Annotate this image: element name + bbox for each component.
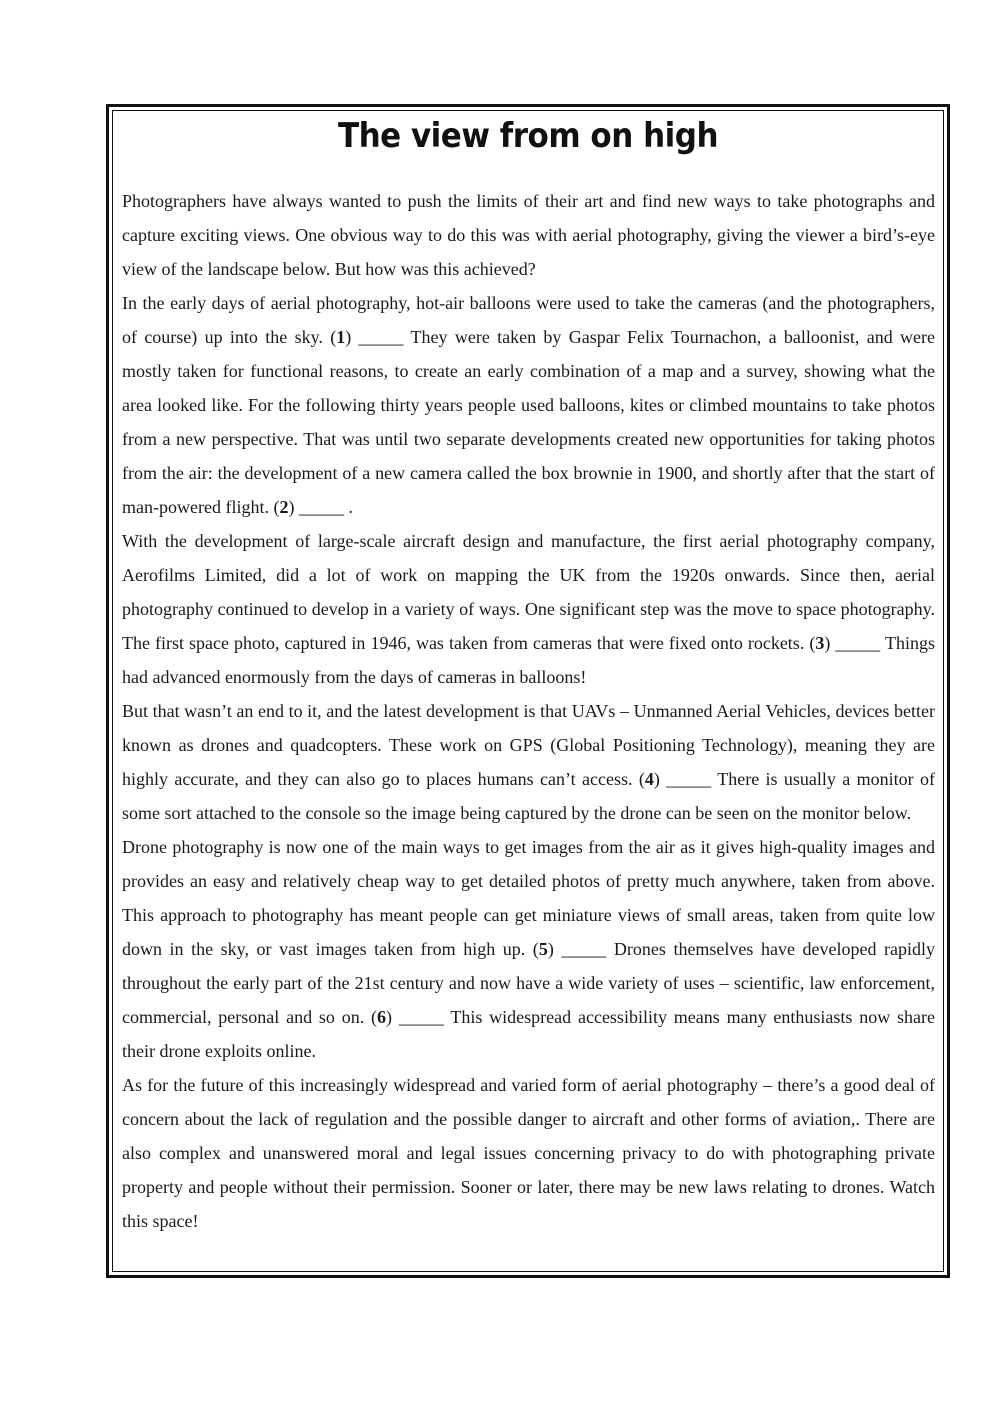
gap-number-3: 3 (815, 633, 825, 653)
paragraph-text: ) _____ . (288, 497, 353, 517)
paragraph-drones (122, 830, 935, 1068)
paragraph-text: With the development of large-scale aircraft design and manufacture, the first aerial photography company, Aerofilms Limited, did a lot of work on mapping the UK from the 1920s onwards. Since then, aerial photography continued to develop in a variety of ways. One significant step was the move to space photography. The first space photo, captured in 1946, was taken from cameras that were fixed onto rockets. ( (122, 531, 935, 653)
paragraph-text: ) _____ Things had advanced enormously from the days of cameras in balloons! (122, 633, 935, 687)
gap-number-1: 1 (336, 327, 346, 347)
document-inner-border (112, 110, 944, 1272)
article-body (122, 184, 935, 1238)
paragraph-intro: Photographers have always wanted to push the limits of their art and find new ways to take photographs and capture exciting views. One obvious way to do this was with aerial photography, giving the viewer a bird’s-eye view of the landscape below. But how was this achieved? (122, 191, 935, 279)
paragraph-balloons (122, 286, 935, 524)
paragraph-uavs (122, 694, 935, 830)
paragraph-text: ) _____ There is usually a monitor of some sort attached to the console so the image being captured by the drone can be seen on the monitor below. (122, 769, 935, 823)
paragraph-text: In the early days of aerial photography, hot-air balloons were used to take the cameras (and the photographers, of course) up into the sky. ( (122, 293, 935, 347)
paragraph-future: As for the future of this increasingly widespread and varied form of aerial photography – there’s a good deal of concern about the lack of regulation and the possible danger to aircraft and other forms of aviation,. There are also complex and unanswered moral and legal issues concerning privacy to do with photographing private property and people without their permission. Sooner or later, there may be new laws relating to drones. Watch this space! (122, 1075, 935, 1231)
gap-number-2: 2 (279, 497, 289, 517)
paragraph-text: ) _____ This widespread accessibility means many enthusiasts now share their drone exploits online. (122, 1007, 936, 1061)
gap-number-4: 4 (644, 769, 654, 789)
gap-number-6: 6 (377, 1007, 387, 1027)
document-title: The view from on high (337, 117, 719, 156)
paragraph-text: Drone photography is now one of the main ways to get images from the air as it gives high-quality images and provides an easy and relatively cheap way to get detailed photos of pretty much anywhere, taken from above. This approach to photography has meant people can get miniature views of small areas, taken from quite low down in the sky, or vast images taken from high up. ( (122, 837, 935, 959)
document-frame (106, 104, 950, 1278)
paragraph-text: ) _____ Drones themselves have developed rapidly throughout the early part of the 21st century and now have a wide variety of uses – scientific, law enforcement, commercial, personal and so on. ( (122, 939, 935, 1027)
gap-number-5: 5 (538, 939, 548, 959)
paragraph-text: ) _____ They were taken by Gaspar Felix Tournachon, a balloonist, and were mostly taken for functional reasons, to create an early combination of a map and a survey, showing what the area looked like. For the following thirty years people used balloons, kites or climbed mountains to take photos from a new perspective. That was until two separate developments created new opportunities for taking photos from the air: the development of a new camera called the box brownie in 1900, and shortly after that the start of man-powered flight. ( (122, 327, 935, 517)
paragraph-text: But that wasn’t an end to it, and the latest development is that UAVs – Unmanned Aerial Vehicles, devices better known as drones and quadcopters. These work on GPS (Global Positioning Technology), meaning they are highly accurate, and they can also go to places humans can’t access. ( (122, 701, 935, 789)
paragraph-aircraft (122, 524, 935, 694)
